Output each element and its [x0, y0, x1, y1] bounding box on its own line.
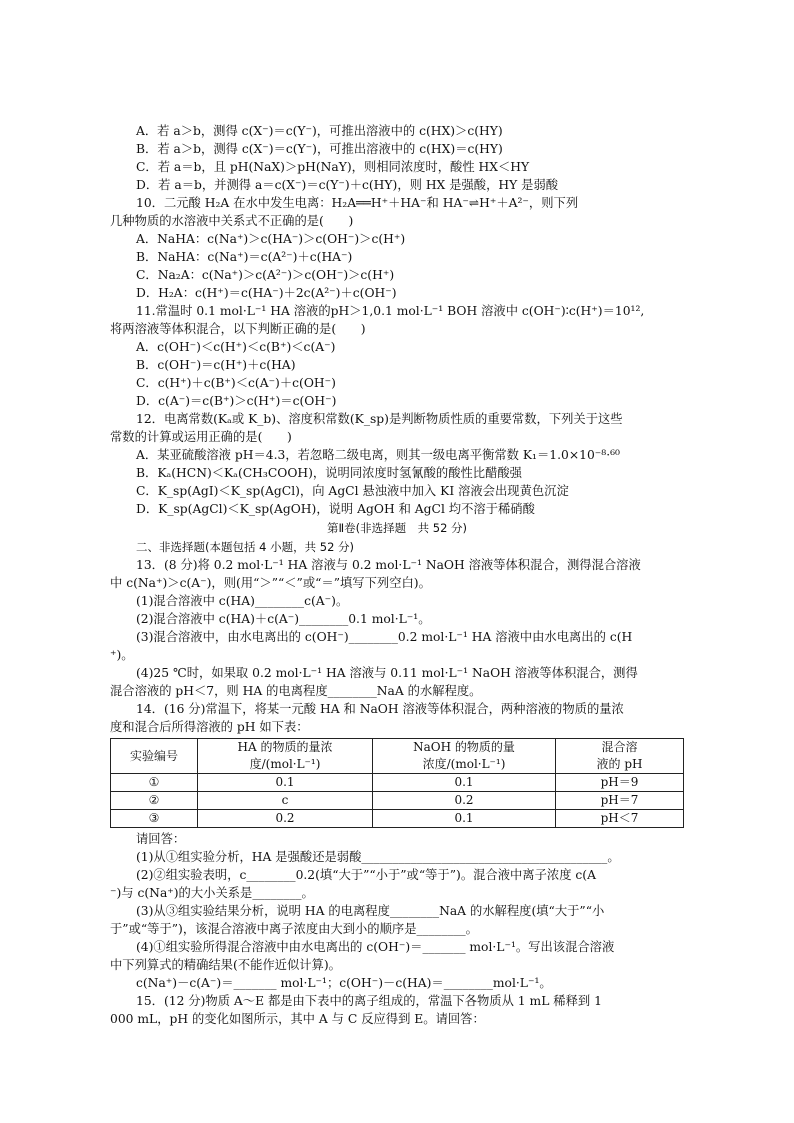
text-line: ⁺)。 [110, 648, 134, 662]
text-line: 将两溶液等体积混合，以下判断正确的是( ) [110, 322, 366, 336]
text-line: D．H₂A：c(H⁺)＝c(HA⁻)＋2c(A²⁻)＋c(OH⁻) [136, 286, 397, 300]
question-14-intro [110, 700, 684, 736]
text-line: 12．电离常数(Kₐ或 K_b)、溶度积常数(K_sp)是判断物质性质的重要常数，下列关于这些 [136, 412, 623, 426]
cell-naoh: 0.1 [373, 810, 556, 828]
text-line: C．Na₂A：c(Na⁺)＞c(A²⁻)＞c(OH⁻)＞c(H⁺) [136, 268, 395, 282]
question-14-parts [110, 830, 684, 992]
text-line: 中 c(Na⁺)＞c(A⁻)，则(用“＞”“＜”或“＝”填写下列空白)。 [110, 576, 431, 590]
text-line: (4)①组实验所得混合溶液中由水电离出的 c(OH⁻)＝_______ mol·L⁻¹。写出该混合溶液 [136, 940, 615, 954]
text-line: C．c(H⁺)＋c(B⁺)＜c(A⁻)＋c(OH⁻) [136, 376, 336, 390]
table-row [111, 774, 684, 792]
text-line: (1)从①组实验分析，HA 是强酸还是弱酸________________________________________。 [136, 850, 620, 864]
question-13 [110, 556, 684, 700]
header-experiment-no: 实验编号 [111, 739, 198, 774]
cell-id: ① [111, 774, 198, 792]
text-line: 请回答： [136, 832, 186, 846]
cell-naoh: 0.1 [373, 774, 556, 792]
section-2-title: 第Ⅱ卷(非选择题 共 52 分) [326, 521, 468, 535]
text-line: 11.常温时 0.1 mol·L⁻¹ HA 溶液的pH＞1,0.1 mol·L⁻¹ BOH 溶液中 c(OH⁻)∶c(H⁺)＝10¹², [136, 304, 645, 318]
text-line: ⁻)与 c(Na⁺)的大小关系是________。 [110, 886, 314, 900]
cell-ha: 0.1 [198, 774, 373, 792]
exam-page [110, 122, 684, 1028]
experiment-table [110, 738, 684, 828]
cell-ph: pH＜7 [556, 810, 684, 828]
text-line: C．若 a＝b，且 pH(NaX)＞pH(NaY)，则相同浓度时，酸性 HX＜HY [136, 160, 530, 174]
text-line: 10．二元酸 H₂A 在水中发生电离：H₂A══H⁺＋HA⁻和 HA⁻⇌H⁺＋A²⁻，则下列 [136, 196, 579, 210]
cell-naoh: 0.2 [373, 792, 556, 810]
text-line: D．c(A⁻)＝c(B⁺)＞c(H⁺)＝c(OH⁻) [136, 394, 337, 408]
text-line: 几种物质的水溶液中关系式不正确的是( ) [110, 214, 354, 228]
text-line: (4)25 ℃时，如果取 0.2 mol·L⁻¹ HA 溶液与 0.11 mol·L⁻¹ NaOH 溶液等体积混合，测得 [136, 666, 638, 680]
text-line: 常数的计算或运用正确的是( ) [110, 430, 292, 444]
text-line: A．某亚硫酸溶液 pH＝4.3，若忽略二级电离，则其一级电离平衡常数 K₁＝1.0×10⁻⁸·⁶⁰ [136, 448, 620, 462]
text-line: 中下列算式的精确结果(不能作近似计算)。 [110, 958, 341, 972]
cell-ha: 0.2 [198, 810, 373, 828]
text-line: B．NaHA：c(Na⁺)＝c(A²⁻)＋c(HA⁻) [136, 250, 353, 264]
cell-id: ② [111, 792, 198, 810]
table-row [111, 792, 684, 810]
header-naoh-conc: NaOH 的物质的量 浓度/(mol·L⁻¹) [373, 739, 556, 774]
text-line: A．NaHA：c(Na⁺)＞c(HA⁻)＞c(OH⁻)＞c(H⁺) [136, 232, 406, 246]
text-line: C．K_sp(AgI)＜K_sp(AgCl)，向 AgCl 悬浊液中加入 KI 溶液会出现黄色沉淀 [136, 484, 569, 498]
text-line: 000 mL，pH 的变化如图所示，其中 A 与 C 反应得到 E。请回答： [110, 1012, 485, 1026]
table-row [111, 810, 684, 828]
text-line: c(Na⁺)－c(A⁻)＝_______ mol·L⁻¹；c(OH⁻)－c(HA)＝________mol·L⁻¹。 [136, 976, 552, 990]
header-ha-conc: HA 的物质的量浓 度/(mol·L⁻¹) [198, 739, 373, 774]
text-line: 于”或“等于”)，该混合溶液中离子浓度由大到小的顺序是________。 [110, 922, 478, 936]
cell-id: ③ [111, 810, 198, 828]
text-line: (2)②组实验表明，c________0.2(填“大于”“小于”或“等于”)。混合液中离子浓度 c(A [136, 868, 596, 882]
text-line: B．c(OH⁻)＝c(H⁺)＋c(HA) [136, 358, 296, 372]
text-line: 14．(16 分)常温下，将某一元酸 HA 和 NaOH 溶液等体积混合，两种溶液的物质的量浓 [136, 702, 624, 716]
text-line: 混合溶液的 pH＜7，则 HA 的电离程度________NaA 的水解程度。 [110, 684, 482, 698]
text-line: A．若 a＞b，测得 c(X⁻)＝c(Y⁻)，可推出溶液中的 c(HX)＞c(HY) [136, 124, 503, 138]
text-line: 13．(8 分)将 0.2 mol·L⁻¹ HA 溶液与 0.2 mol·L⁻¹ NaOH 溶液等体积混合，测得混合溶液 [136, 558, 641, 572]
question-15 [110, 992, 684, 1028]
text-line: D．若 a＝b，并测得 a＝c(X⁻)＝c(Y⁻)＋c(HY)，则 HX 是强酸，HY 是弱酸 [136, 178, 559, 192]
table-header-row [111, 739, 684, 774]
header-ph: 混合溶 液的 pH [556, 739, 684, 774]
cell-ph: pH＝7 [556, 792, 684, 810]
cell-ph: pH＝9 [556, 774, 684, 792]
text-line: B．若 a＞b，测得 c(X⁻)＝c(Y⁻)，可推出溶液中的 c(HX)＝c(HY) [136, 142, 503, 156]
text-line: (3)混合溶液中，由水电离出的 c(OH⁻)________0.2 mol·L⁻¹ HA 溶液中由水电离出的 c(H [136, 630, 633, 644]
text-line: A．c(OH⁻)＜c(H⁺)＜c(B⁺)＜c(A⁻) [136, 340, 336, 354]
cell-ha: c [198, 792, 373, 810]
text-line: (1)混合溶液中 c(HA)________c(A⁻)。 [136, 594, 349, 608]
part-2-heading: 二、非选择题(本题包括 4 小题，共 52 分) [136, 540, 355, 554]
text-line: 度和混合后所得溶液的 pH 如下表： [110, 720, 309, 734]
text-line: D．K_sp(AgCl)＜K_sp(AgOH)，说明 AgOH 和 AgCl 均不溶于稀硝酸 [136, 502, 535, 516]
text-line: (2)混合溶液中 c(HA)＋c(A⁻)________0.1 mol·L⁻¹。 [136, 612, 431, 626]
text-line: 15．(12 分)物质 A～E 都是由下表中的离子组成的，常温下各物质从 1 mL 稀释到 1 [136, 994, 602, 1008]
text-line: (3)从③组实验结果分析，说明 HA 的电离程度________NaA 的水解程度(填“大于”“小 [136, 904, 605, 918]
questions-9-12 [110, 122, 684, 518]
text-line: B．Kₐ(HCN)＜Kₐ(CH₃COOH)，说明同浓度时氢氰酸的酸性比醋酸强 [136, 466, 522, 480]
